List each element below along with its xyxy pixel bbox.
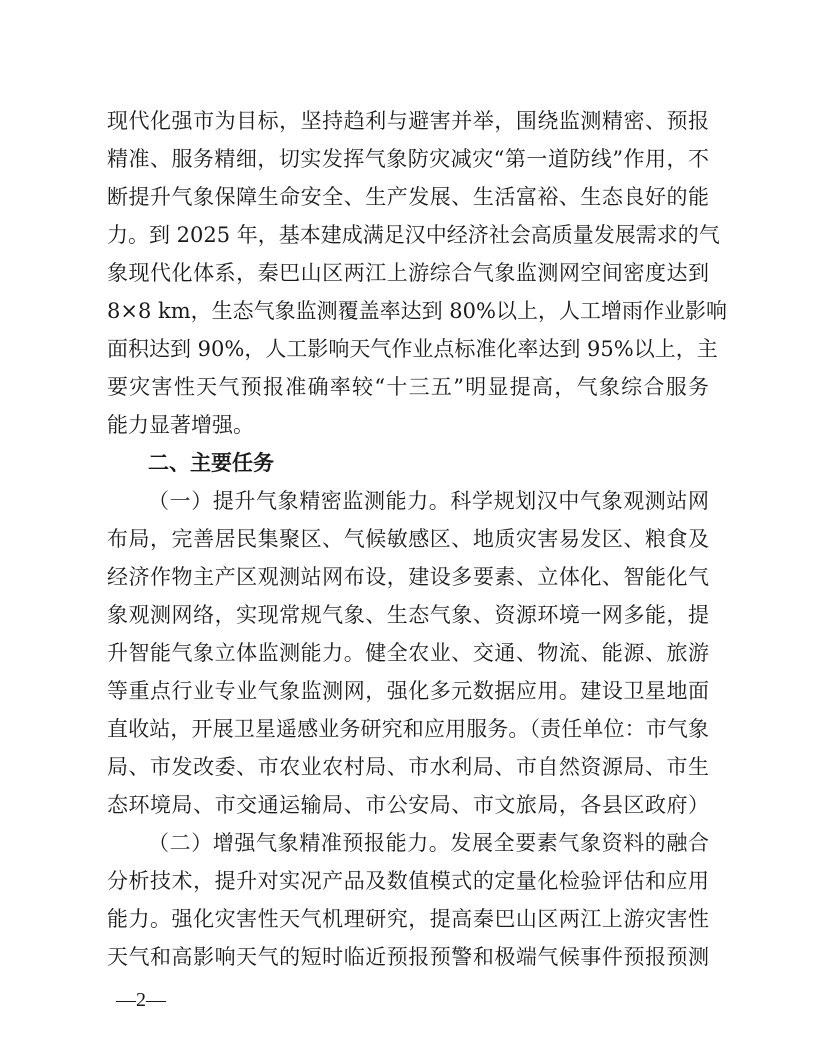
text-line: 现代化强市为目标，坚持趋利与避害并举，围绕监测精密、预报 (107, 109, 709, 133)
text-line: （一）提升气象精密监测能力。科学规划汉中气象观测站网 (148, 489, 709, 513)
page-number: —2— (116, 989, 166, 1011)
text-line: 天气和高影响天气的短时临近预报预警和极端气候事件预报预测 (107, 945, 709, 969)
text-line: 断提升气象保障生命安全、生产发展、生活富裕、生态良好的能 (107, 185, 709, 209)
text-line: 能力。强化灾害性天气机理研究，提高秦巴山区两江上游灾害性 (107, 907, 709, 931)
text-line: 直收站，开展卫星遥感业务研究和应用服务。（责任单位：市气象 (107, 717, 709, 741)
text-line: 升智能气象立体监测能力。健全农业、交通、物流、能源、旅游 (107, 641, 709, 665)
text-line: 8×8 km，生态气象监测覆盖率达到 80%以上，人工增雨作业影响 (107, 299, 727, 323)
section-heading: 二、主要任务 (148, 451, 274, 475)
text-line: 分析技术，提升对实况产品及数值模式的定量化检验评估和应用 (107, 869, 709, 893)
text-line: 面积达到 90%，人工影响天气作业点标准化率达到 95%以上，主 (107, 337, 718, 361)
text-line: 经济作物主产区观测站网布设，建设多要素、立体化、智能化气 (107, 565, 709, 589)
text-line: 精准、服务精细，切实发挥气象防灾减灾“第一道防线”作用，不 (107, 147, 709, 171)
text-line: 象现代化体系，秦巴山区两江上游综合气象监测网空间密度达到 (107, 261, 709, 285)
text-line: （二）增强气象精准预报能力。发展全要素气象资料的融合 (148, 831, 709, 855)
text-line: 象观测网络，实现常规气象、生态气象、资源环境一网多能，提 (107, 603, 709, 627)
text-line: 布局，完善居民集聚区、气候敏感区、地质灾害易发区、粮食及 (107, 527, 709, 551)
text-line: 等重点行业专业气象监测网，强化多元数据应用。建设卫星地面 (107, 679, 709, 703)
text-line: 力。到 2025 年，基本建成满足汉中经济社会高质量发展需求的气 (107, 223, 720, 247)
text-line: 态环境局、市交通运输局、市公安局、市文旅局，各县区政府） (107, 793, 709, 817)
text-line: 局、市发改委、市农业农村局、市水利局、市自然资源局、市生 (107, 755, 709, 779)
text-line: 要灾害性天气预报准确率较“十三五”明显提高，气象综合服务 (107, 375, 709, 399)
text-line: 能力显著增强。 (107, 413, 254, 437)
